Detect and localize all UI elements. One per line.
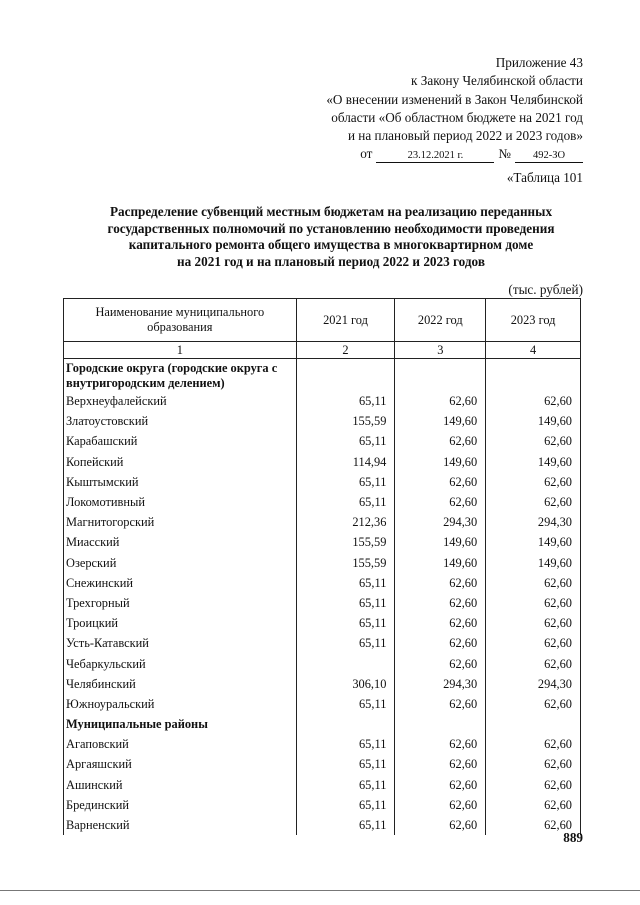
law-title-line-2: области «Об областном бюджете на 2021 год [331,109,583,125]
date-number-line [326,145,583,163]
value-2023: 62,60 [486,694,581,714]
value-2022: 62,60 [395,815,486,835]
page-number: 889 [563,830,583,845]
municipality-name: Локомотивный [64,492,297,512]
header-2022: 2022 год [395,299,486,342]
appendix-header [326,54,583,164]
empty-cell [395,714,486,734]
table-row [64,553,581,573]
value-2021: 65,11 [296,593,395,613]
value-2023: 62,60 [486,775,581,795]
value-2021: 65,11 [296,775,395,795]
table-row [64,492,581,512]
table-row [64,431,581,451]
value-2023: 62,60 [486,734,581,754]
table-row [64,613,581,633]
table-row [64,532,581,552]
value-2022: 62,60 [395,653,486,673]
value-2022: 62,60 [395,795,486,815]
table-row [64,775,581,795]
value-2021: 65,11 [296,391,395,411]
municipality-name: Верхнеуфалейский [64,391,297,411]
value-2023: 149,60 [486,411,581,431]
column-index-row [64,342,581,359]
table-header-row [64,299,581,342]
units-label: (тыс. рублей) [508,282,583,297]
municipality-name: Магнитогорский [64,512,297,532]
value-2021: 65,11 [296,795,395,815]
document-title [70,204,592,270]
table-reference: «Таблица 101 [506,170,583,185]
table-row [64,472,581,492]
value-2022: 62,60 [395,754,486,774]
index-cell: 2 [296,342,395,359]
value-2021: 212,36 [296,512,395,532]
municipality-name: Кыштымский [64,472,297,492]
header-2023: 2023 год [486,299,581,342]
table-row [64,573,581,593]
value-2023: 62,60 [486,593,581,613]
value-2023: 62,60 [486,492,581,512]
table-row [64,452,581,472]
title-line-2: государственных полномочий по установлению необходимости проведения [107,220,555,236]
law-reference: к Закону Челябинской области [411,73,583,89]
value-2022: 294,30 [395,674,486,694]
header-municipality: Наименование муниципального образования [64,299,297,342]
value-2022: 149,60 [395,452,486,472]
value-2022: 149,60 [395,411,486,431]
value-2022: 62,60 [395,472,486,492]
value-2021: 65,11 [296,492,395,512]
value-2021: 65,11 [296,815,395,835]
table-row [64,653,581,673]
value-2023: 62,60 [486,795,581,815]
appendix-label: Приложение 43 [495,55,583,70]
value-2021: 65,11 [296,734,395,754]
value-2023: 62,60 [486,472,581,492]
law-number: 492-ЗО [515,149,583,163]
index-cell: 4 [486,342,581,359]
value-2022: 62,60 [395,573,486,593]
value-2022: 62,60 [395,431,486,451]
value-2023: 62,60 [486,653,581,673]
value-2021: 65,11 [296,472,395,492]
value-2023: 62,60 [486,815,581,835]
municipality-name: Агаповский [64,734,297,754]
table-row [64,512,581,532]
footer-rule [0,890,640,891]
value-2023: 62,60 [486,573,581,593]
value-2021: 155,59 [296,532,395,552]
law-title-line-3: и на плановый период 2022 и 2023 годов» [347,128,583,144]
municipality-name: Челябинский [64,674,297,694]
table-row [64,593,581,613]
law-title-line-1: «О внесении изменений в Закон Челябинской [326,91,583,107]
empty-cell [395,359,486,392]
title-line-1: Распределение субвенций местным бюджетам на реализацию переданных [109,204,553,219]
subvention-table [63,298,581,835]
municipality-name: Златоустовский [64,411,297,431]
number-label: № [498,146,511,162]
value-2021: 65,11 [296,431,395,451]
municipality-name: Усть-Катавский [64,633,297,653]
municipality-name: Варненский [64,815,297,835]
empty-cell [296,359,395,392]
municipality-name: Снежинский [64,573,297,593]
value-2022: 62,60 [395,775,486,795]
table-row [64,754,581,774]
value-2023: 62,60 [486,754,581,774]
table-row [64,633,581,653]
value-2022: 62,60 [395,613,486,633]
table-row [64,815,581,835]
value-2022: 294,30 [395,512,486,532]
value-2022: 62,60 [395,492,486,512]
value-2021: 155,59 [296,553,395,573]
index-cell: 1 [64,342,297,359]
municipality-name: Ашинский [64,775,297,795]
value-2021: 65,11 [296,633,395,653]
table-body [64,342,581,836]
value-2022: 62,60 [395,593,486,613]
value-2023: 149,60 [486,452,581,472]
value-2021: 306,10 [296,674,395,694]
value-2021: 65,11 [296,694,395,714]
value-2023: 294,30 [486,512,581,532]
municipality-name: Чебаркульский [64,653,297,673]
section-title: Муниципальные районы [64,714,297,734]
value-2021: 65,11 [296,573,395,593]
municipality-name: Южноуральский [64,694,297,714]
empty-cell [486,359,581,392]
value-2023: 149,60 [486,553,581,573]
table-row [64,734,581,754]
municipality-name: Троицкий [64,613,297,633]
section-row [64,714,581,734]
value-2021: 114,94 [296,452,395,472]
value-2023: 62,60 [486,613,581,633]
value-2021: 155,59 [296,411,395,431]
section-title: Городские округа (городские округа с внутригородским делением) [64,359,297,392]
value-2022: 62,60 [395,391,486,411]
value-2023: 62,60 [486,431,581,451]
value-2023: 149,60 [486,532,581,552]
municipality-name: Аргаяшский [64,754,297,774]
value-2021: 65,11 [296,754,395,774]
municipality-name: Карабашский [64,431,297,451]
value-2023: 62,60 [486,391,581,411]
municipality-name: Миасский [64,532,297,552]
section-row [64,359,581,392]
empty-cell [486,714,581,734]
value-2022: 149,60 [395,532,486,552]
value-2022: 62,60 [395,633,486,653]
value-2021 [296,653,395,673]
empty-cell [296,714,395,734]
table-row [64,674,581,694]
value-2022: 62,60 [395,694,486,714]
title-line-4: на 2021 год и на плановый период 2022 и 2023 годов [177,253,485,269]
value-2022: 62,60 [395,734,486,754]
value-2023: 294,30 [486,674,581,694]
index-cell: 3 [395,342,486,359]
municipality-name: Озерский [64,553,297,573]
table-row [64,795,581,815]
law-date: 23.12.2021 г. [376,149,494,163]
municipality-name: Копейский [64,452,297,472]
value-2021: 65,11 [296,613,395,633]
header-2021: 2021 год [296,299,395,342]
title-line-3: капитального ремонта общего имущества в многоквартирном доме [128,237,534,252]
municipality-name: Трехгорный [64,593,297,613]
table-row [64,411,581,431]
municipality-name: Брединский [64,795,297,815]
value-2023: 62,60 [486,633,581,653]
table-row [64,391,581,411]
table-row [64,694,581,714]
value-2022: 149,60 [395,553,486,573]
from-label: от [360,146,373,162]
